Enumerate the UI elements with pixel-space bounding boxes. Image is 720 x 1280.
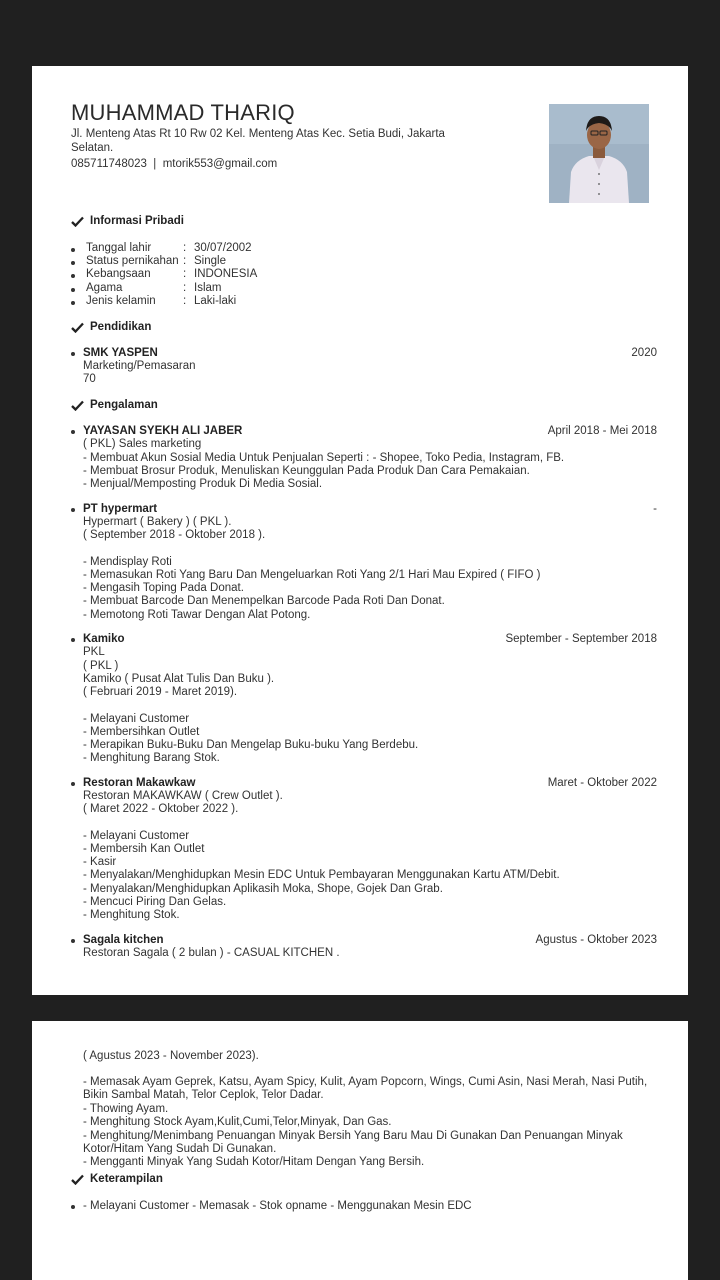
bullet bbox=[71, 939, 75, 943]
experience-line: - Membuat Brosur Produk, Menuliskan Keunggulan Pada Produk Dan Cara Pemakaian. bbox=[83, 465, 530, 477]
check-icon bbox=[71, 216, 84, 227]
personal-value: Single bbox=[194, 255, 226, 267]
experience-line: - Mengasih Toping Pada Donat. bbox=[83, 582, 244, 594]
resume-page-2: ( Agustus 2023 - November 2023). - Memasak Ayam Geprek, Katsu, Ayam Spicy, Kulit, Ayam Popcorn, Wings, Cumi Asin, Nasi Merah, Nasi Putih, Bikin Sambal Matah, Telor Ceplok, Telor Dadar. - Thowing Ayam. - Menghitung Stock Ayam,Kulit,Cumi,Telor,Minyak, Dan Gas. - Menghitung/Menimbang Penuangan Minyak Bersih Yang Baru Mau Di Gunakan Dan Penuangan Minyak Kotor/Hitam Yang Sudah Di Gunakan. - Mengganti Minyak Yang Sudah Kotor/Hitam Dengan Yang Bersih. Keterampilan - Melayani Customer - Memasak - Stok opname - Menggunakan Mesin EDC bbox=[32, 1021, 688, 1280]
school-year: 2020 bbox=[631, 347, 657, 359]
experience-line: - Merapikan Buku-Buku Dan Mengelap Buku-buku Yang Berdebu. bbox=[83, 739, 419, 751]
experience-line: - Menjual/Memposting Produk Di Media Sosial. bbox=[83, 478, 323, 490]
skills-line: - Melayani Customer - Memasak - Stok opname - Menggunakan Mesin EDC bbox=[83, 1200, 472, 1212]
personal-value: Laki-laki bbox=[194, 295, 237, 307]
experience-company: YAYASAN SYEKH ALI JABER bbox=[83, 425, 243, 437]
experience-line: - Menyalakan/Menghidupkan Mesin EDC Untuk Pembayaran Menggunakan Kartu ATM/Debit. bbox=[83, 869, 560, 881]
school-score: 70 bbox=[83, 373, 96, 385]
bullet bbox=[71, 261, 75, 265]
bullet bbox=[71, 430, 75, 434]
email-address: mtorik553@gmail.com bbox=[162, 158, 278, 170]
experience-line: - Mencuci Piring Dan Gelas. bbox=[83, 896, 227, 908]
resume-page-1: MUHAMMAD THARIQ Jl. Menteng Atas Rt 10 Rw 02 Kel. Menteng Atas Kec. Setia Budi, Jakarta Selatan. 085711748023 | mtorik553@gmail.com Informasi Pribadi Tanggal lahir : 30/07/2002 Status pernikahan : Single Kebangsaan : INDONESIA Agama : Islam Jenis kelamin : Laki-laki Pendidikan SMK YASPEN 2020 Marketing/Pemasaran 70 Pengalaman YAYASAN SYEKH ALI JABER April 2018 - Mei 2018 ( PKL) Sales marketing - Membuat Akun Sosial Media Untuk Penjualan Seperti : - Shopee, Toko Pedia, Instagram, FB. - Membuat Brosur Produk, Menuliskan Keunggulan Pada Produk Dan Cara Pemakaian. - Menjual/Memposting Produk Di Media Sosial. PT hypermart - Hypermart ( Bakery ) ( PKL ). ( September 2018 - Oktober 2018 ). - Mendisplay Roti - Memasukan Roti Yang Baru Dan Mengeluarkan Roti Yang 2/1 Hari Mau Expired ( FIFO ) - Mengasih Toping Pada Donat. - Membuat Barcode Dan Menempelkan Barcode Pada Roti Dan Donat. - Memotong Roti Tawar Dengan Alat Potong. Kamiko September - September 2018 PKL ( PKL ) Kamiko ( Pusat Alat Tulis Dan Buku ). ( Februari 2019 - Maret 2019). - Melayani Customer - Membersihkan Outlet - Merapikan Buku-Buku Dan Mengelap Buku-buku Yang Berdebu. - Menghitung Barang Stok. Restoran Makawkaw Maret - Oktober 2022 Restoran MAKAWKAW ( Crew Outlet ). ( Maret 2022 - Oktober 2022 ). - Melayani Customer - Membersih Kan Outlet - Kasir - Menyalakan/Menghidupkan Mesin EDC Untuk Pembayaran Menggunakan Kartu ATM/Debit. - Menyalakan/Menghidupkan Aplikasih Moka, Shope, Gojek Dan Grab. - Mencuci Piring Dan Gelas. - Menghitung Stok. Sagala kitchen Agustus - Oktober 2023 Restoran Sagala ( 2 bulan ) - CASUAL KITCHEN . bbox=[32, 66, 688, 995]
experience-line: - Membuat Barcode Dan Menempelkan Barcode Pada Roti Dan Donat. bbox=[83, 595, 445, 607]
experience-line: Restoran Sagala ( 2 bulan ) - CASUAL KITCHEN . bbox=[83, 947, 340, 959]
personal-label: Status pernikahan bbox=[86, 255, 179, 267]
check-icon bbox=[71, 400, 84, 411]
experience-line: PKL bbox=[83, 646, 105, 658]
experience-line: - Membersihkan Outlet bbox=[83, 726, 200, 738]
experience-line: - Melayani Customer bbox=[83, 830, 190, 842]
experience-line: - Menghitung Barang Stok. bbox=[83, 752, 220, 764]
experience-company: PT hypermart bbox=[83, 503, 158, 515]
school-major: Marketing/Pemasaran bbox=[83, 360, 196, 372]
check-icon bbox=[71, 1174, 84, 1185]
experience-line: Kamiko ( Pusat Alat Tulis Dan Buku ). bbox=[83, 673, 275, 685]
experience-line: - Mendisplay Roti bbox=[83, 556, 172, 568]
experience-line: - Memasak Ayam Geprek, Katsu, Ayam Spicy, Kulit, Ayam Popcorn, Wings, Cumi Asin, Nasi Merah, Nasi Putih, Bikin Sambal Matah, Telor Ceplok, Telor Dadar. bbox=[83, 1076, 648, 1102]
experience-line: - Menghitung Stock Ayam,Kulit,Cumi,Telor,Minyak, Dan Gas. bbox=[83, 1116, 392, 1128]
contact-line bbox=[71, 158, 277, 170]
bullet bbox=[71, 352, 75, 356]
school-name: SMK YASPEN bbox=[83, 347, 158, 359]
experience-line: - Melayani Customer bbox=[83, 713, 190, 725]
experience-line: Hypermart ( Bakery ) ( PKL ). bbox=[83, 516, 232, 528]
experience-date: Maret - Oktober 2022 bbox=[547, 777, 657, 789]
experience-line: - Mengganti Minyak Yang Sudah Kotor/Hitam Dengan Yang Bersih. bbox=[83, 1156, 425, 1168]
profile-photo bbox=[549, 104, 649, 203]
experience-line: ( Februari 2019 - Maret 2019). bbox=[83, 686, 238, 698]
experience-line: - Memasukan Roti Yang Baru Dan Mengeluarkan Roti Yang 2/1 Hari Mau Expired ( FIFO ) bbox=[83, 569, 541, 581]
candidate-address: Jl. Menteng Atas Rt 10 Rw 02 Kel. Menteng Atas Kec. Setia Budi, Jakarta Selatan. bbox=[71, 128, 445, 154]
candidate-name: MUHAMMAD THARIQ bbox=[71, 100, 295, 125]
colon: : bbox=[183, 255, 187, 267]
experience-date: September - September 2018 bbox=[505, 633, 657, 645]
experience-line: - Membersih Kan Outlet bbox=[83, 843, 205, 855]
experience-date: April 2018 - Mei 2018 bbox=[547, 425, 657, 437]
experience-line: Restoran MAKAWKAW ( Crew Outlet ). bbox=[83, 790, 283, 802]
experience-line: - Kasir bbox=[83, 856, 117, 868]
experience-line: - Menghitung Stok. bbox=[83, 909, 180, 921]
colon: : bbox=[183, 295, 187, 307]
experience-line: - Membuat Akun Sosial Media Untuk Penjualan Seperti : - Shopee, Toko Pedia, Instagram, FB. bbox=[83, 451, 565, 464]
personal-value: Islam bbox=[194, 282, 222, 294]
personal-value: 30/07/2002 bbox=[194, 242, 252, 254]
bullet bbox=[71, 1205, 75, 1209]
bullet bbox=[71, 782, 75, 786]
experience-company: Sagala kitchen bbox=[83, 934, 164, 946]
personal-label: Tanggal lahir bbox=[86, 242, 152, 254]
experience-line: ( PKL) Sales marketing bbox=[83, 438, 202, 450]
experience-line: - Memotong Roti Tawar Dengan Alat Potong. bbox=[83, 609, 311, 621]
phone-number: 085711748023 bbox=[71, 158, 147, 170]
personal-label: Jenis kelamin bbox=[86, 295, 156, 307]
bullet bbox=[71, 301, 75, 305]
experience-line: - Menghitung/Menimbang Penuangan Minyak Bersih Yang Baru Mau Di Gunakan Dan Penuangan Minyak Kotor/Hitam Yang Sudah Di Gunakan. bbox=[83, 1130, 623, 1156]
personal-label: Kebangsaan bbox=[86, 268, 151, 280]
experience-company: Kamiko bbox=[83, 633, 125, 645]
bullet bbox=[71, 508, 75, 512]
personal-value: INDONESIA bbox=[194, 268, 258, 280]
bullet bbox=[71, 248, 75, 252]
bullet bbox=[71, 288, 75, 292]
experience-line: ( September 2018 - Oktober 2018 ). bbox=[83, 529, 266, 541]
contact-separator: | bbox=[153, 158, 157, 170]
experience-line: ( Agustus 2023 - November 2023). bbox=[83, 1050, 259, 1062]
check-icon bbox=[71, 322, 84, 333]
experience-line: - Thowing Ayam. bbox=[83, 1103, 169, 1115]
bullet bbox=[71, 638, 75, 642]
experience-line: ( Maret 2022 - Oktober 2022 ). bbox=[83, 803, 239, 815]
experience-line: ( PKL ) bbox=[83, 660, 119, 672]
bullet bbox=[71, 274, 75, 278]
colon: : bbox=[183, 268, 187, 280]
experience-date: - bbox=[653, 503, 657, 515]
experience-company: Restoran Makawkaw bbox=[83, 777, 196, 789]
colon: : bbox=[183, 242, 187, 254]
experience-date: Agustus - Oktober 2023 bbox=[535, 934, 657, 946]
experience-line: - Menyalakan/Menghidupkan Aplikasih Moka, Shope, Gojek Dan Grab. bbox=[83, 883, 443, 895]
colon: : bbox=[183, 282, 187, 294]
personal-label: Agama bbox=[86, 282, 123, 294]
